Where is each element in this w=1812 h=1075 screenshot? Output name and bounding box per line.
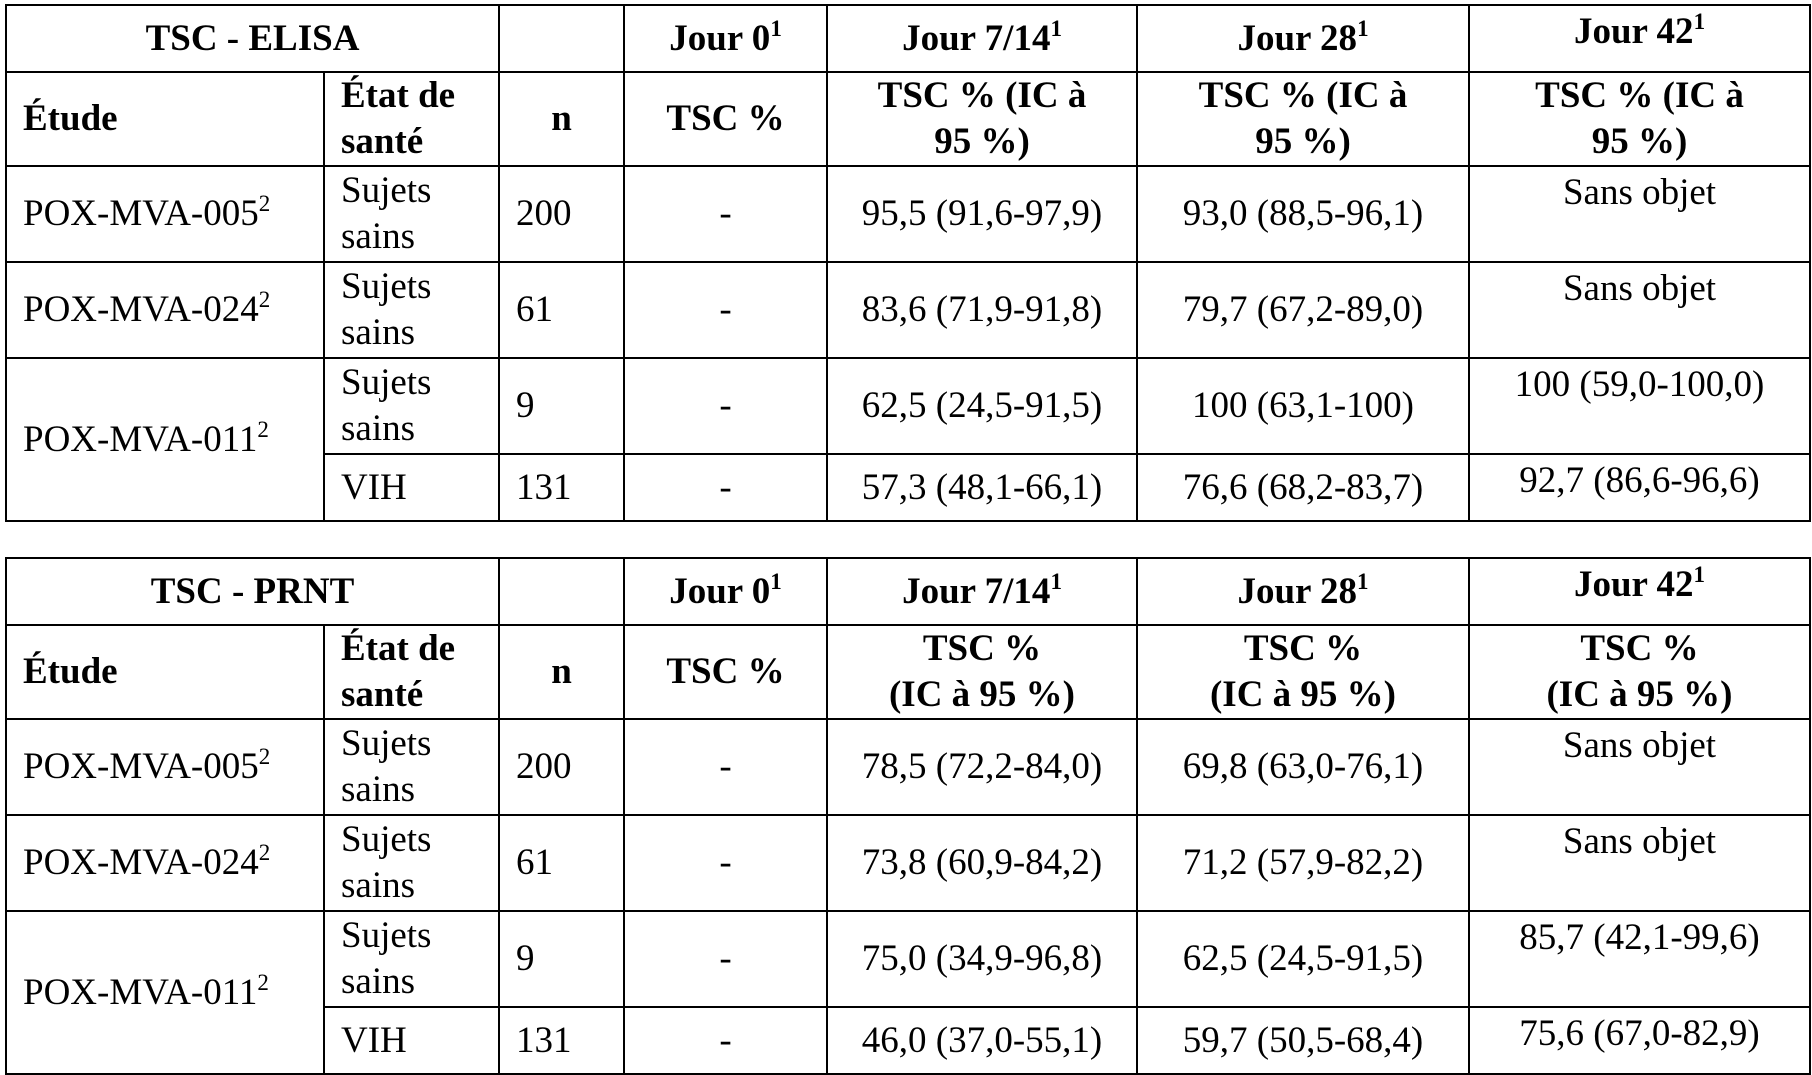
col-etat: État de santé [324,72,499,166]
j28-cell: 59,7 (50,5-68,4) [1137,1007,1469,1074]
etat-cell: Sujets sains [324,815,499,911]
study-cell: POX-$MVA-005^2$ [6,166,324,262]
study-cell: POX-$MVA-011^2$ [6,358,324,521]
col-n: n [499,625,624,719]
j42-cell: Sans objet [1469,166,1810,262]
n-cell: 61 [499,815,624,911]
n-cell: 61 [499,262,624,358]
study-cell: POX-$MVA-011^2$ [6,911,324,1074]
etat-cell: Sujets sains [324,262,499,358]
study-cell: POX-$MVA-024^2$ [6,262,324,358]
j7-cell: 57,3 (48,1-66,1) [827,454,1137,521]
j7-cell: 83,6 (71,9-91,8) [827,262,1137,358]
section-title: TSC - ELISA [6,5,499,72]
j7-cell: 95,5 (91,6-97,9) [827,166,1137,262]
col-jour7-14: Jour $7/14^1$ [827,558,1137,625]
col-jour7-14: Jour $7/14^1$ [827,5,1137,72]
n-cell: 9 [499,358,624,454]
j0-cell: - [624,454,827,521]
elisa-table [5,4,1811,522]
col-ci-j28: TSC % (IC à 95 %) [1137,625,1469,719]
col-ci-j42: TSC % (IC à 95 %) [1469,625,1810,719]
table-row [6,719,1810,815]
j0-cell: - [624,166,827,262]
etat-cell: VIH [324,1007,499,1074]
table-row [6,815,1810,911]
j28-cell: 79,7 (67,2-89,0) [1137,262,1469,358]
j28-cell: 100 (63,1-100) [1137,358,1469,454]
col-ci-j28: TSC % (IC à 95 %) [1137,72,1469,166]
col-etude: Étude [6,72,324,166]
col-jour28: Jour $28^1$ [1137,5,1469,72]
j0-cell: - [624,1007,827,1074]
col-ci-j42: TSC % (IC à 95 %) [1469,72,1810,166]
n-cell: 200 [499,166,624,262]
j42-cell: Sans objet [1469,262,1810,358]
etat-cell: Sujets sains [324,719,499,815]
col-ci-j7: TSC % (IC à 95 %) [827,72,1137,166]
j42-cell: Sans objet [1469,719,1810,815]
etat-cell: Sujets sains [324,166,499,262]
etat-cell: VIH [324,454,499,521]
j0-cell: - [624,262,827,358]
table-row [6,262,1810,358]
j42-cell: 92,7 (86,6-96,6) [1469,454,1810,521]
j28-cell: 69,8 (63,0-76,1) [1137,719,1469,815]
j42-cell: 85,7 (42,1-99,6) [1469,911,1810,1007]
table-row [6,358,1810,454]
col-jour0: Jour $0^1$ [624,558,827,625]
j7-cell: 46,0 (37,0-55,1) [827,1007,1137,1074]
subheader-row [6,72,1810,166]
j28-cell: 93,0 (88,5-96,1) [1137,166,1469,262]
j28-cell: 62,5 (24,5-91,5) [1137,911,1469,1007]
col-etude: Étude [6,625,324,719]
col-tsc: TSC % [624,625,827,719]
table-row [6,166,1810,262]
j0-cell: - [624,358,827,454]
n-cell: 9 [499,911,624,1007]
j0-cell: - [624,719,827,815]
n-cell: 131 [499,454,624,521]
j7-cell: 78,5 (72,2-84,0) [827,719,1137,815]
col-ci-j7: TSC % (IC à 95 %) [827,625,1137,719]
col-jour0: Jour $0^1$ [624,5,827,72]
j42-cell: 75,6 (67,0-82,9) [1469,1007,1810,1074]
col-jour28: Jour $28^1$ [1137,558,1469,625]
j0-cell: - [624,911,827,1007]
header-row [6,5,1810,72]
col-etat: État de santé [324,625,499,719]
etat-cell: Sujets sains [324,358,499,454]
j28-cell: 71,2 (57,9-82,2) [1137,815,1469,911]
etat-cell: Sujets sains [324,911,499,1007]
study-cell: POX-$MVA-024^2$ [6,815,324,911]
col-n: n [499,72,624,166]
empty-cell [499,558,624,625]
prnt-table [5,557,1811,1075]
col-jour42: Jour $42^1$ [1469,558,1810,625]
n-cell: 131 [499,1007,624,1074]
header-row [6,558,1810,625]
j7-cell: 75,0 (34,9-96,8) [827,911,1137,1007]
empty-cell [499,5,624,72]
n-cell: 200 [499,719,624,815]
study-cell: POX-$MVA-005^2$ [6,719,324,815]
table-row [6,911,1810,1007]
col-jour42: Jour $42^1$ [1469,5,1810,72]
section-title: TSC - PRNT [6,558,499,625]
j0-cell: - [624,815,827,911]
j42-cell: Sans objet [1469,815,1810,911]
col-tsc: TSC % [624,72,827,166]
j7-cell: 62,5 (24,5-91,5) [827,358,1137,454]
j42-cell: 100 (59,0-100,0) [1469,358,1810,454]
subheader-row [6,625,1810,719]
j28-cell: 76,6 (68,2-83,7) [1137,454,1469,521]
j7-cell: 73,8 (60,9-84,2) [827,815,1137,911]
